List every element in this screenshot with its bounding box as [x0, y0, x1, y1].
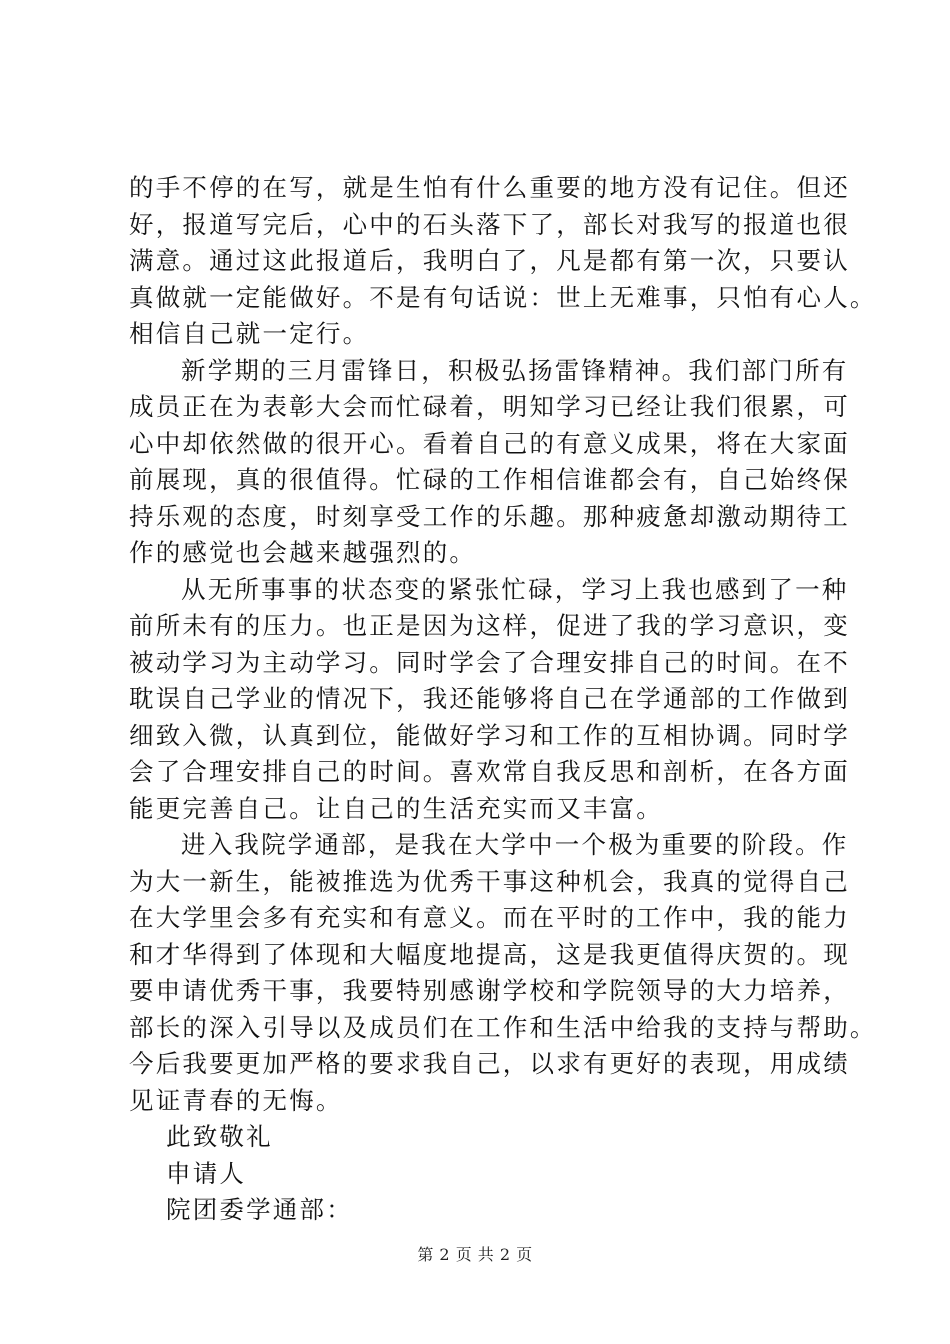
text-line: 前所未有的压力。也正是因为这样，促进了我的学习意识，变 [129, 611, 850, 640]
text-line: 细致入微，认真到位，能做好学习和工作的互相协调。同时学 [129, 720, 850, 750]
text-line: 相信自己就一定行。 [129, 319, 370, 348]
text-line: 成员正在为表彰大会而忙碌着，明知学习已经让我们很累，可 [129, 392, 850, 421]
letter-body [129, 170, 877, 1229]
text-line: 前展现，真的很值得。忙碌的工作相信谁都会有，自己始终保 [129, 465, 850, 494]
text-line: 会了合理安排自己的时间。喜欢常自我反思和剖析，在各方面 [129, 757, 850, 786]
text-line: 满意。通过这此报道后，我明白了，凡是都有第一次，只要认 [129, 246, 850, 275]
paragraph-start-line: 进入我院学通部，是我在大学中一个极为重要的阶段。作 [181, 830, 849, 859]
recipient-label: 院团委学通部： [166, 1195, 353, 1224]
paragraph-start-line: 从无所事事的状态变的紧张忙碌，学习上我也感到了一种 [181, 574, 849, 604]
text-line: 在大学里会多有充实和有意义。而在平时的工作中，我的能力 [129, 903, 850, 932]
text-line: 见证青春的无悔。 [129, 1085, 343, 1115]
text-line: 的手不停的在写，就是生怕有什么重要的地方没有记住。但还 [129, 173, 850, 202]
text-line: 部长的深入引导以及成员们在工作和生活中给我的支持与帮助。 [129, 1012, 877, 1042]
text-line: 心中却依然做的很开心。看着自己的有意义成果，将在大家面 [129, 428, 850, 458]
text-line: 持乐观的态度，时刻享受工作的乐趣。那种疲惫却激动期待工 [129, 501, 850, 531]
text-line: 好，报道写完后，心中的石头落下了，部长对我写的报道也很 [129, 209, 850, 239]
page-number: 第 2 页 共 2 页 [417, 1245, 533, 1264]
text-line: 能更完善自己。让自己的生活充实而又丰富。 [129, 793, 663, 823]
text-line: 耽误自己学业的情况下，我还能够将自己在学通部的工作做到 [129, 684, 850, 713]
text-line: 为大一新生，能被推选为优秀干事这种机会，我真的觉得自己 [129, 866, 850, 896]
text-line: 今后我要更加严格的要求我自己，以求有更好的表现，用成绩 [129, 1049, 850, 1078]
text-line: 要申请优秀干事，我要特别感谢学校和学院领导的大力培养， [129, 976, 850, 1005]
text-line: 真做就一定能做好。不是有句话说：世上无难事，只怕有心人。 [129, 282, 877, 312]
text-line: 被动学习为主动学习。同时学会了合理安排自己的时间。在不 [129, 647, 850, 677]
text-line: 作的感觉也会越来越强烈的。 [129, 538, 477, 567]
closing-salutation: 此致敬礼 [166, 1122, 273, 1151]
applicant-label: 申请人 [166, 1158, 247, 1188]
text-line: 和才华得到了体现和大幅度地提高，这是我更值得庆贺的。现 [129, 939, 850, 969]
paragraph-start-line: 新学期的三月雷锋日，积极弘扬雷锋精神。我们部门所有 [181, 355, 849, 385]
